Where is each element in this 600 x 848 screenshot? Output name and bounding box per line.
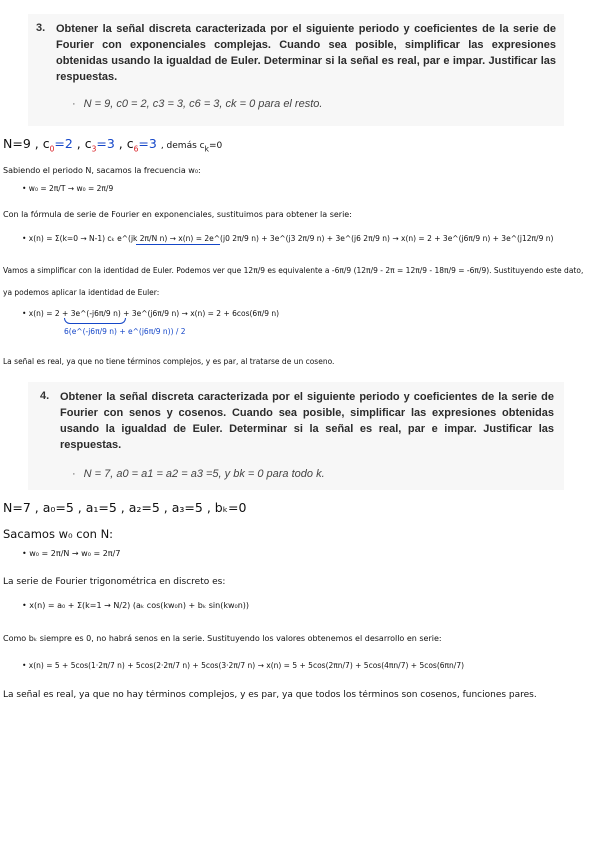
sol3-given: N=9 , $c_0=2$ , $c_3=3$ , $c_6=3$ , demás $c_k=0$ [3,136,223,154]
sol3-rest-val: =0 [208,141,223,151]
problem-3-data: · N = 9, c0 = 2, c3 = 3, c6 = 3, ck = 0 para el resto. [72,98,323,110]
problem-3-number: 3. [36,22,46,34]
sol3-euler-brace-text: 6(e^(-j6π/9 n) + e^(j6π/9 n)) / 2 [64,327,186,336]
sol3-freq-line: Sabiendo el periodo N, sacamos la frecuencia w₀: [3,166,201,175]
sol3-c6-label: c [126,136,134,151]
sol3-c6-sub: 6 [133,144,139,154]
sol3-c0-sub: 0 [49,144,55,154]
sol4-series: • x(n) = 5 + 5cos(1·2π/7 n) + 5cos(2·2π/7 n) + 5cos(3·2π/7 n) → x(n) = 5 + 5cos(2πn/7) + 5cos(4πn/7) + 5cos(6πn/7) [22,661,465,670]
sol3-formula-line: Con la fórmula de serie de Fourier en exponenciales, sustituimos para obtener la serie: [3,210,352,219]
sol3-formula-highlight [136,244,220,245]
problem-4-box [28,382,564,490]
problem-3-statement: Obtener la señal discreta caracterizada por el siguiente periodo y coeficientes de la serie de Fourier con exponenciales complejas. Cuando sea posible, simplificar las expresiones obtenidas usando la igualdad de Euler. Determinar si la señal es real, par e impar. Justificar las respuestas. [56,23,556,83]
sol3-c0-val: =2 [54,136,73,151]
sol4-given: N=7 , a₀=5 , a₁=5 , a₂=5 , a₃=5 , bₖ=0 [3,500,247,515]
sol3-conclusion: La señal es real, ya que no tiene términos complejos, y es par, al tratarse de un coseno. [3,357,335,366]
problem-4-data: · N = 7, a0 = a1 = a2 = a3 =5, y bk = 0 para todo k. [72,468,325,480]
sol3-c3-label: c [84,136,92,151]
sol3-given-n: N=9 , [3,136,39,151]
sol3-c3-val: =3 [96,136,115,151]
sol3-c6-val: =3 [138,136,157,151]
problem-3-box [28,14,564,126]
problem-3-data-text: N = 9, c0 = 2, c3 = 3, c6 = 3, ck = 0 para el resto. [83,98,323,110]
sol4-trig-formula: • x(n) = a₀ + Σ(k=1 → N/2) (aₖ cos(kw₀n) + bₖ sin(kw₀n)) [22,601,250,610]
sol3-euler-brace [64,318,126,324]
sol4-w0-line: Sacamos w₀ con N: [3,527,114,541]
sol3-formula-text: • x(n) = Σ(k=0 → N-1) cₖ e^(jk 2π/N n) → x(n) = 2e^(j0 2π/9 n) + 3e^(j3 2π/9 n) + 3e^(j6 2π/9 n) → x(n) = 2 + 3e^(j6π/9 n) + 3e^(j12π/9 n) [22,234,554,243]
sol3-c0-label: c [42,136,50,151]
sol3-euler-line-1: Vamos a simplificar con la identidad de Euler. Podemos ver que 12π/9 es equivalente a -6π/9 (12π/9 - 2π = 12π/9 - 18π/9 = -6π/9). Sustituyendo este dato, [3,266,584,275]
sol3-formula [22,234,582,243]
sol4-sub-line: Como bₖ siempre es 0, no habrá senos en la serie. Sustituyendo los valores obtenemos el desarrollo en serie: [3,634,442,643]
sol3-c3-sub: 3 [91,144,97,154]
problem-4-statement: Obtener la señal discreta caracterizada por el siguiente periodo y coeficientes de la serie de Fourier con senos y cosenos. Cuando sea posible, simplificar las expresiones obtenidas usando la igualdad de Euler. Determinar si la señal es real, par e impar. Justificar las respuestas. [60,391,554,451]
sol3-rest-sub: k [204,144,209,154]
sol4-w0-formula: • w₀ = 2π/N → w₀ = 2π/7 [22,549,121,558]
sol3-rest: , demás c [160,141,205,151]
sol3-euler-line-2: ya podemos aplicar la identidad de Euler: [3,288,160,297]
sol4-conclusion: La señal es real, ya que no hay términos complejos, y es par, ya que todos los términos son cosenos, funciones pares. [3,690,537,700]
sol3-freq-formula: • w₀ = 2π/T → w₀ = 2π/9 [22,184,114,193]
sol4-trig-line: La serie de Fourier trigonométrica en discreto es: [3,577,226,587]
problem-4-number: 4. [40,390,50,402]
problem-4-data-text: N = 7, a0 = a1 = a2 = a3 =5, y bk = 0 para todo k. [83,468,325,480]
sol3-euler-formula: • x(n) = 2 + 3e^(-j6π/9 n) + 3e^(j6π/9 n) → x(n) = 2 + 6cos(6π/9 n) [22,309,280,318]
